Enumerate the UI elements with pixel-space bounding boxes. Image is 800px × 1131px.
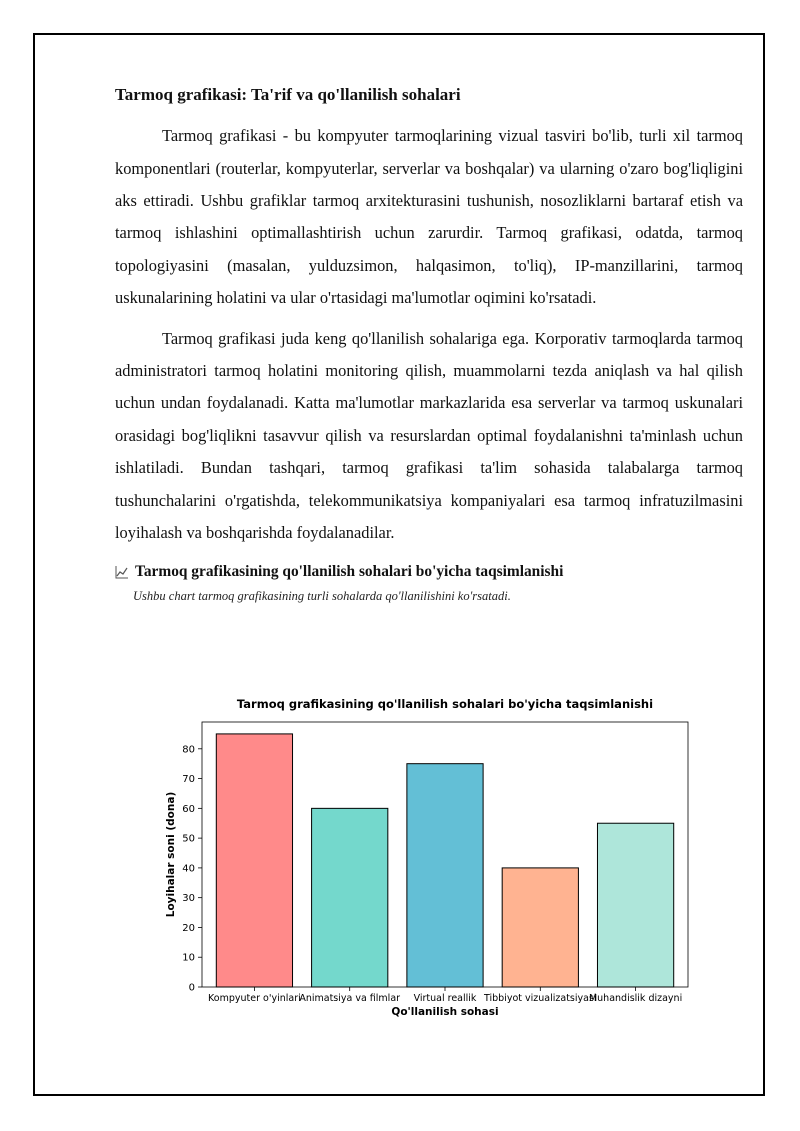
- x-axis-label: Qo'llanilish sohasi: [391, 1006, 499, 1018]
- y-tick-label-30: 30: [182, 893, 195, 905]
- bar-1: [312, 808, 388, 987]
- x-tick-label-0: Kompyuter o'yinlari: [208, 993, 301, 1004]
- bar-0: [216, 734, 292, 987]
- chart-caption: Ushbu chart tarmoq grafikasining turli sohalarda qo'llanilishini ko'rsatadi.: [133, 589, 511, 604]
- y-tick-label-0: 0: [188, 982, 195, 994]
- y-tick-label-70: 70: [182, 774, 195, 786]
- line-chart-icon: [115, 565, 129, 579]
- document-body: [115, 84, 743, 604]
- x-tick-label-1: Animatsiya va filmlar: [299, 993, 401, 1004]
- bar-3: [502, 868, 578, 987]
- x-tick-label-3: Tibbiyot vizualizatsiyasi: [484, 993, 597, 1004]
- y-tick-label-40: 40: [182, 863, 195, 875]
- y-tick-label-60: 60: [182, 803, 195, 815]
- y-tick-label-80: 80: [182, 744, 195, 756]
- y-tick-label-50: 50: [182, 833, 195, 845]
- bar-4: [597, 823, 673, 987]
- x-tick-label-2: Virtual reallik: [413, 993, 477, 1004]
- paragraph-definition: Tarmoq grafikasi - bu kompyuter tarmoqlarining vizual tasviri bo'lib, turli xil tarmoq komponentlari (routerlar, kompyuterlar, serverlar va boshqalar) va ularning o'zaro bog'liqligini aks ettiradi. Ushbu grafiklar tarmoq arxitekturasini tushunish, nosozliklarni bartaraf etish va tarmoq ishlashini optimallashtirish uchun zarurdir. Tarmoq grafikasi, odatda, tarmoq topologiyasini (masalan, yulduzsimon, halqasimon, to'liq), IP-manzillarini, tarmoq uskunalarining holatini va ular o'rtasidagi ma'lumotlar oqimini ko'rsatadi.: [115, 126, 743, 308]
- y-tick-label-10: 10: [182, 952, 195, 964]
- chart-heading: Tarmoq grafikasining qo'llanilish sohalari bo'yicha taqsimlanishi: [135, 563, 564, 581]
- paragraph-applications: Tarmoq grafikasi juda keng qo'llanilish sohalariga ega. Korporativ tarmoqlarda tarmoq administratori tarmoq holatini monitoring qilish, muammolarni tezda aniqlash va hal qilish uchun undan foydalanadi. Katta ma'lumotlar markazlarida esa serverlar va tarmoq uskunalari orasidagi bog'liqlikni tasavvur qilish va resurslardan optimal foydalanishni ta'minlash uchun ishlatiladi. Bundan tashqari, tarmoq grafikasi ta'lim sohasida talabalarga tarmoq tushunchalarini o'rgatishda, telekommunikatsiya kompaniyalari esa tarmoq infratuzilmasini loyihalash va boshqarishda foydalanadilar.: [115, 328, 743, 542]
- document-heading: Tarmoq grafikasi: Ta'rif va qo'llanilish sohalari: [115, 85, 461, 104]
- chart-heading-row: [115, 563, 743, 581]
- y-axis-label: Loyihalar soni (dona): [165, 791, 177, 918]
- bar-2: [407, 764, 483, 987]
- x-tick-label-4: Muhandislik dizayni: [588, 993, 683, 1004]
- chart-title: Tarmoq grafikasining qo'llanilish sohalari bo'yicha taqsimlanishi: [236, 697, 654, 711]
- chart-container: [155, 690, 715, 1030]
- y-tick-label-20: 20: [182, 922, 195, 934]
- bar-chart: [155, 690, 715, 1030]
